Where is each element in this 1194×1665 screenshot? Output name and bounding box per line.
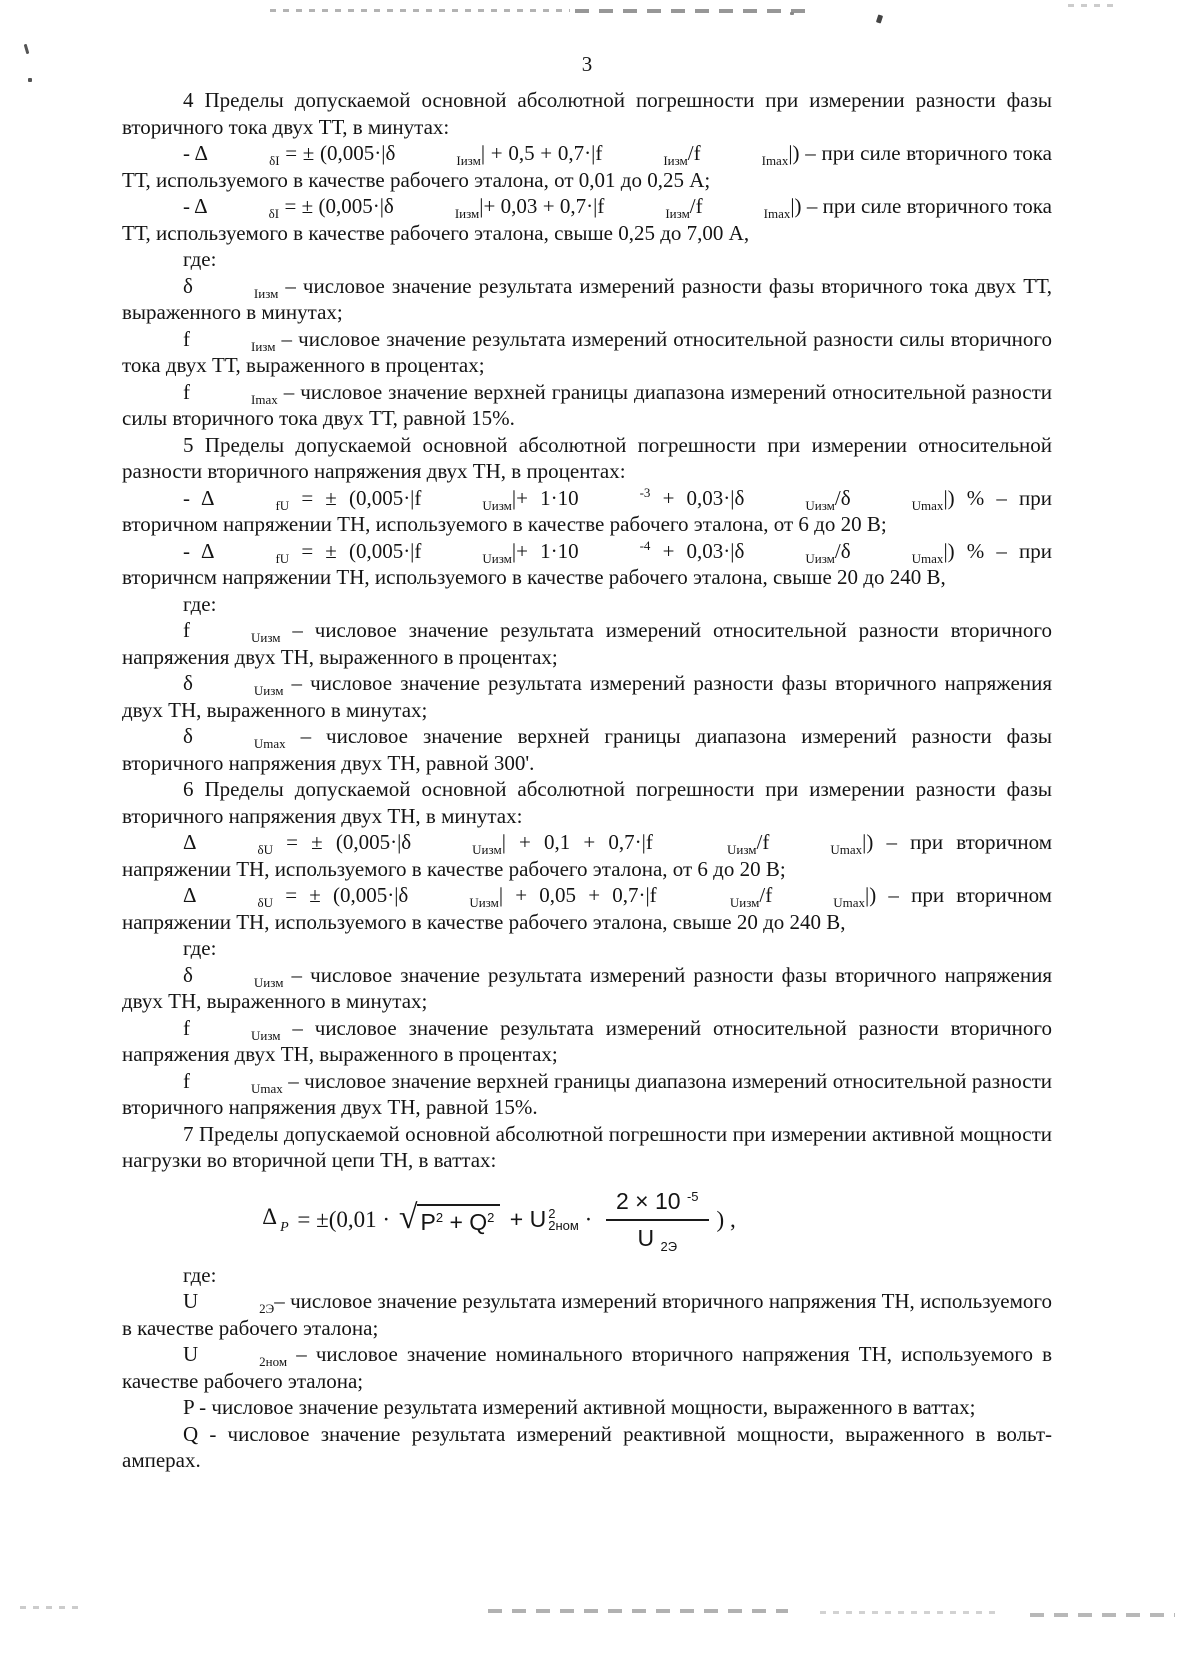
clause-6-formula-1: Δ δU = ± (0,005·|δ Uизм| + 0,1 + 0,7·|f Uизм/f Umax|) – при вторичном напряжении ТН, используемого в качестве рабочего эталона, от 6 до 20 В;	[122, 830, 1052, 881]
scan-artifact-dot	[790, 12, 794, 15]
formula-delta-p	[34, 1188, 964, 1252]
clause-7-term-u2nom: U 2ном – числовое значение номинального вторичного напряжения ТН, используемого в качестве рабочего эталона;	[122, 1342, 1052, 1393]
radicand: P2 + Q2	[417, 1204, 500, 1236]
clause-4-where: где:	[183, 247, 217, 271]
clause-5-term-f-u: f Uизм – числовое значение результата измерений относительной разности вторичного напряжения двух ТН, выраженного в процентах;	[122, 618, 1052, 669]
multiply-dot: ·	[578, 1206, 598, 1232]
clause-6-term-delta-u: δ Uизм – числовое значение результата измерений разности фазы вторичного напряжения двух ТН, выраженного в минутах;	[122, 962, 1052, 1013]
clause-6-heading: 6 Пределы допускаемой основной абсолютной погрешности при измерении разности фазы вторичного напряжения двух ТН, в минутах:	[122, 777, 1052, 828]
clause-4-formula-2: - Δ δI = ± (0,005·|δ Iизм|+ 0,03 + 0,7·|f Iизм/f Imax|) – при силе вторичного тока ТТ, используемого в качестве рабочего эталона, свыше 0,25 до 7,00 А,	[122, 194, 1052, 245]
scan-artifact-bottom-center	[488, 1609, 788, 1613]
scan-artifact-bottom-left	[20, 1606, 80, 1609]
clause-5-formula-1: - Δ fU = ± (0,005·|f Uизм|+ 1·10 -3 + 0,03·|δ Uизм/δ Umax|) % – при вторичном напряжении ТН, используемого в качестве рабочего эталона, от 6 до 20 В;	[122, 484, 1052, 536]
formula-delta-p	[262, 1188, 735, 1252]
clause-5-where: где:	[183, 591, 217, 616]
page-number: 3	[581, 52, 593, 76]
fraction-denominator: U 2Э	[637, 1224, 678, 1254]
formula-lhs: Δ $_P$	[262, 1204, 291, 1236]
clause-7-heading: 7 Пределы допускаемой основной абсолютной погрешности при измерении активной мощности нагрузки во вторичной цепи ТН, в ваттах:	[122, 1121, 1052, 1172]
scan-artifact-top-dashes	[270, 9, 570, 12]
document-body	[122, 87, 1052, 1474]
clause-5-term-delta-u: δ Uизм – числовое значение результата измерений разности фазы вторичного напряжения двух ТН, выраженного в минутах;	[122, 671, 1052, 722]
clause-4-term-delta-i: δ Iизм – числовое значение результата измерений разности фазы вторичного тока двух ТТ, выраженного в минутах;	[122, 273, 1052, 324]
fraction-numerator: 2 × 10 -5	[606, 1188, 709, 1221]
square-root	[398, 1198, 501, 1236]
u-scripts: 2 2ном	[548, 1205, 579, 1233]
clause-5-term-delta-umax: δ Umax – числовое значение верхней границы диапазона измерений разности фазы вторичного напряжения двух ТН, равной 300'.	[122, 724, 1052, 775]
clause-4-term-f-izm: f Iизм – числовое значение результата измерений относительной разности силы вторичного тока двух ТТ, выраженного в процентах;	[122, 326, 1052, 377]
clause-7-where: где:	[183, 1262, 217, 1287]
page-content	[122, 52, 1052, 1474]
formula-close: ) ,	[716, 1206, 736, 1232]
clause-6-term-f-u: f Uизм – числовое значение результата измерений относительной разности вторичного напряжения двух ТН, выраженного в процентах;	[122, 1015, 1052, 1066]
clause-6-formula-2: Δ δU = ± (0,005·|δ Uизм| + 0,05 + 0,7·|f Uизм/f Umax|) – при вторичном напряжении ТН, используемого в качестве рабочего эталона, свыше 20 до 240 В,	[122, 883, 1052, 934]
plus-u-term: + U	[503, 1206, 547, 1232]
clause-6-where: где:	[183, 936, 217, 960]
scan-artifact-mark	[876, 14, 883, 23]
clause-4-heading: 4 Пределы допускаемой основной абсолютной погрешности при измерении разности фазы вторичного тока двух ТТ, в минутах:	[122, 88, 1052, 139]
formula-lhs-subscript: P	[280, 1219, 289, 1235]
clause-7-term-q: Q - числовое значение результата измерений реактивной мощности, выраженного в вольт-амперах.	[122, 1421, 1052, 1472]
clause-7-term-p: P - числовое значение результата измерений активной мощности, выраженного в ваттах;	[183, 1395, 976, 1419]
scan-artifact-top-right	[1068, 4, 1114, 7]
scan-artifact-top-dashes-2	[575, 9, 805, 13]
fraction	[606, 1188, 709, 1252]
clause-7-term-u2e: U 2Э– числовое значение результата измерений вторичного напряжения ТН, используемого в качестве рабочего эталона;	[122, 1289, 1052, 1340]
radical-sign: √	[398, 1198, 418, 1236]
formula-equals: = ±(0,01 ·	[291, 1206, 396, 1232]
clause-4-formula-1: - Δ δI = ± (0,005·|δ Iизм| + 0,5 + 0,7·|f Iизм/f Imax|) – при силе вторичного тока ТТ, используемого в качестве рабочего эталона, от 0,01 до 0,25 А;	[122, 141, 1052, 192]
scan-artifact-bottom-right	[1030, 1613, 1175, 1617]
clause-5-heading: 5 Пределы допускаемой основной абсолютной погрешности при измерении относительной разности вторичного напряжения двух ТН, в процентах:	[122, 432, 1052, 483]
scan-artifact-left-mark	[24, 44, 30, 54]
scan-artifact-bottom-center-2	[820, 1611, 1000, 1614]
clause-5-formula-2: - Δ fU = ± (0,005·|f Uизм|+ 1·10 -4 + 0,03·|δ Uизм/δ Umax|) % – при вторичнсм напряжении ТН, используемого в качестве рабочего эталона, свыше 20 до 240 В,	[122, 537, 1052, 589]
scan-artifact-left-mark-2	[28, 78, 32, 82]
clause-6-term-f-umax: f Umax – числовое значение верхней границы диапазона измерений относительной разности вторичного напряжения двух ТН, равной 15%.	[122, 1068, 1052, 1119]
clause-4-term-f-max: f Imax – числовое значение верхней границы диапазона измерений относительной разности силы вторичного тока двух ТТ, равной 15%.	[122, 379, 1052, 430]
